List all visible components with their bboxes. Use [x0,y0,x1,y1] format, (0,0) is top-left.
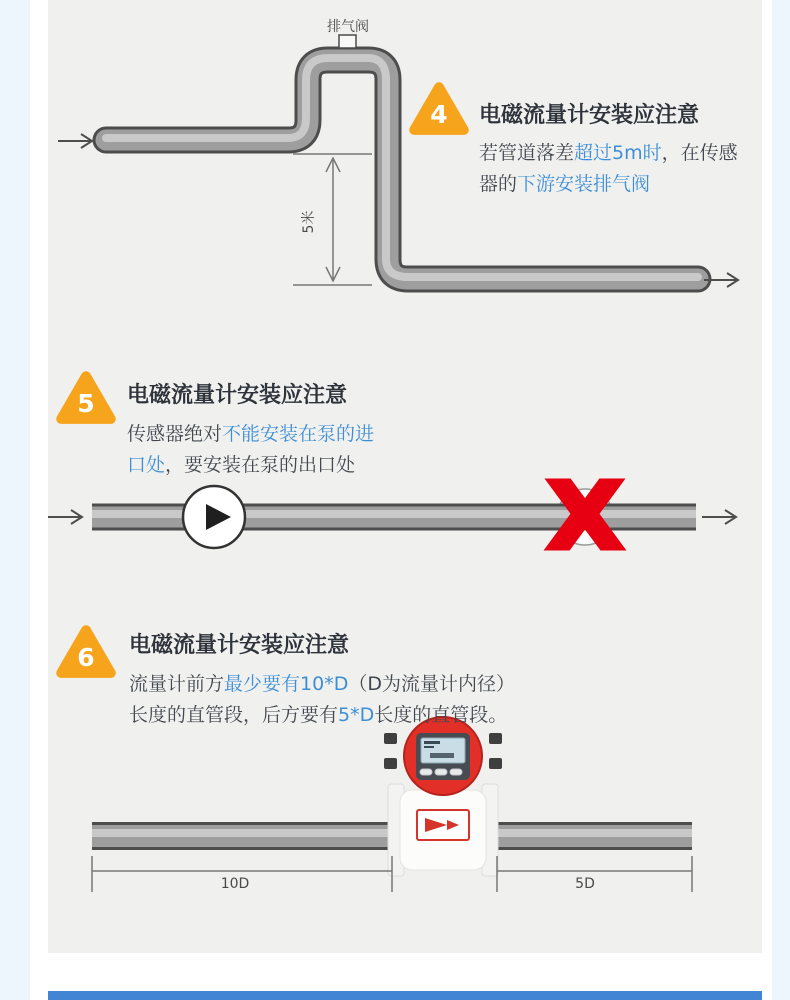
warning-triangle-icon [55,366,117,426]
flow-out-arrow-icon [702,510,736,524]
downstream-pipe [494,833,692,836]
upstream-dimension-label: 10D [220,876,250,892]
flow-in-arrow-icon [58,134,92,148]
next-section-bar [48,991,762,1000]
downstream-dimension-label: 5D [575,876,595,892]
upstream-pipe [92,833,392,836]
exhaust-valve-icon [339,35,356,48]
flow-in-arrow-icon [48,510,82,524]
section-body: 若管道落差超过5m时，在传感器的下游安装排气阀 [479,142,738,195]
flow-meter [384,717,502,876]
section-body: 流量计前方最少要有10*D（D为流量计内径）长度的直管段，后方要有5*D长度的直管段。 [129,673,508,726]
section-title: 电磁流量计安装应注意 [479,103,700,128]
section-number: 5 [77,388,95,418]
section-title: 电磁流量计安装应注意 [127,383,348,408]
flow-direction-badge [417,810,469,840]
section-number: 6 [77,642,95,672]
section-number: 4 [430,99,448,129]
warning-triangle-icon [55,620,117,680]
section-title: 电磁流量计安装应注意 [129,633,350,658]
exhaust-valve-label: 排气阀 [327,19,369,35]
red-x-icon: X [546,462,624,570]
drop-height-label: 5米 [301,210,317,234]
pump-icon [183,486,245,548]
section-body: 传感器绝对不能安装在泵的进口处，要安装在泵的出口处 [127,423,375,476]
warning-triangle-icon [408,77,470,137]
